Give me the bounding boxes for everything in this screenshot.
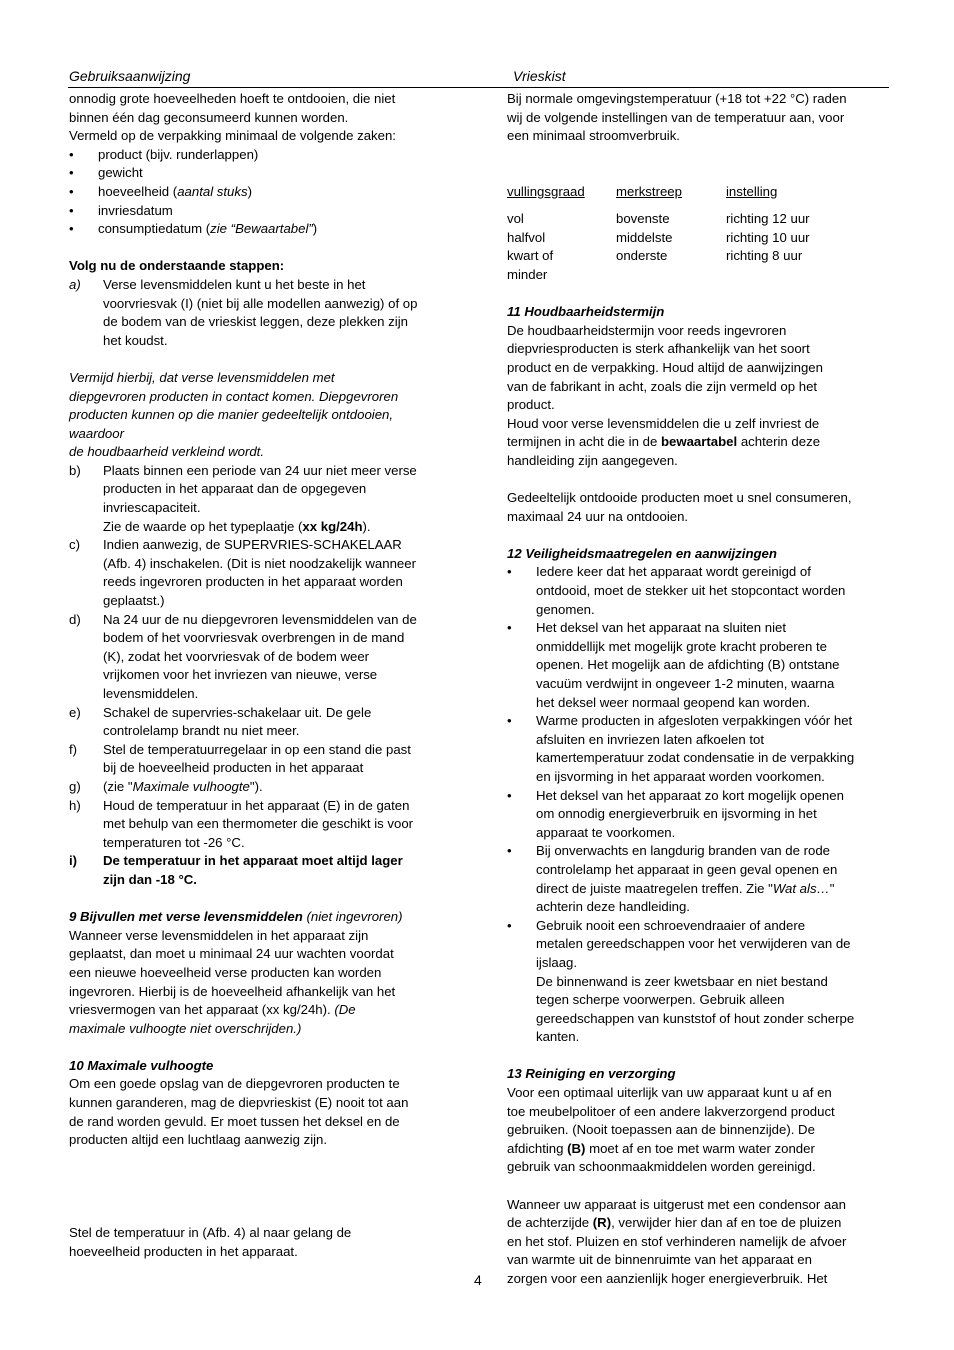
table-row: halfvol middelste richting 10 uur bbox=[507, 229, 810, 245]
list-item: • hoeveelheid (aantal stuks) bbox=[69, 183, 457, 202]
section-12-heading: 12 Veiligheidsmaatregelen en aanwijzingen bbox=[507, 545, 777, 561]
intro-line: onnodig grote hoeveelheden hoeft te ontdooien, die niet bbox=[69, 91, 396, 106]
step-i: i) De temperatuur in het apparaat moet altijd lager zijn dan -18 °C. bbox=[69, 853, 403, 887]
step-a: a) Verse levensmiddelen kunt u het beste in het voorvriesvak (I) (niet bij alle modellen aanwezig) of op de bodem van de vrieskist leggen, deze plekken zijn het koudst. bbox=[69, 276, 418, 348]
step-f: f) Stel de temperatuurregelaar in op een stand die past bij de hoeveelheid producten in het apparaat bbox=[69, 741, 411, 776]
list-item: • Het deksel van het apparaat na sluiten niet onmiddellijk met mogelijk grote kracht proberen te openen. Het mogelijk aan de afdichting (B) ontstane vacuüm verdwijnt in ongeveer 1-2 minuten, waarna het deksel weer normaal geopend kan worden. bbox=[507, 620, 840, 710]
list-item: • Het deksel van het apparaat zo kort mogelijk openen om onnodig energieverbruik en ijsvorming in het apparaat te voorkomen. bbox=[507, 787, 844, 840]
bullet-icon: • bbox=[507, 843, 512, 859]
list-item: • Gebruik nooit een schroevendraaier of andere metalen gereedschappen voor het verwijderen van de ijslaag. De binnenwand is zeer kwetsbaar en niet bestand tegen scherpe voorwerpen. Gebruik alleen gereedschappen van kunststof of hout zonder scherpe kanten. bbox=[507, 917, 855, 1045]
list-item: • Bij onverwachts en langdurig branden van de rode controlelamp het apparaat in geen geval openen en direct de juiste maatregelen treffen. Zie "Wat als…" achterin deze handleiding. bbox=[507, 843, 838, 915]
section-11-heading: 11 Houdbaarheidstermijn bbox=[507, 304, 665, 320]
step-e: e) Schakel de supervries-schakelaar uit. De gele controlelamp brandt nu niet meer. bbox=[69, 704, 372, 739]
list-item: • gewicht bbox=[69, 164, 457, 183]
intro-line: binnen één dag geconsumeerd kunnen worden. bbox=[69, 109, 349, 125]
table-row: minder bbox=[507, 266, 548, 282]
list-item: • consumptiedatum (zie “Bewaartabel”) bbox=[69, 220, 457, 239]
table-header-row: vullingsgraad merkstreep instelling bbox=[507, 183, 778, 199]
list-item: • product (bijv. runderlappen) bbox=[69, 146, 457, 165]
closing-line: hoeveelheid producten in het apparaat. bbox=[69, 1243, 298, 1259]
section-13-heading: 13 Reiniging en verzorging bbox=[507, 1066, 676, 1082]
bullet-icon: • bbox=[507, 564, 512, 580]
page-number: 4 bbox=[474, 1272, 482, 1288]
section-10-heading: 10 Maximale vulhoogte bbox=[69, 1057, 214, 1073]
list-item: • Iedere keer dat het apparaat wordt gereinigd of ontdooid, moet de stekker uit het stopcontact worden genomen. bbox=[507, 564, 846, 617]
bullet-icon: • bbox=[507, 917, 512, 933]
intro-line: Vermeld op de verpakking minimaal de volgende zaken: bbox=[69, 128, 396, 144]
step-g: g) (zie "Maximale vulhoogte"). bbox=[69, 778, 263, 794]
closing-line: Stel de temperatuur in (Afb. 4) al naar gelang de bbox=[69, 1225, 352, 1241]
bullet-icon: • bbox=[507, 713, 512, 729]
bullet-icon: • bbox=[507, 787, 512, 803]
step-d: d) Na 24 uur de nu diepgevroren levensmiddelen van de bodem of het voorvriesvak overbrengen in de mand (K), zodat het voorvriesvak of de bodem weer vrijkomen voor het invriezen van nieuwe, verse levensmiddelen. bbox=[69, 611, 417, 701]
step-b: b) Plaats binnen een periode van 24 uur niet meer verse producten in het apparaat dan de opgegeven invriescapaciteit. Zie de waarde op het typeplaatje (xx kg/24h). bbox=[69, 462, 417, 534]
bullet-icon: • bbox=[507, 620, 512, 636]
warning-note: Vermijd hierbij, dat verse levensmiddelen met diepgevroren producten in contact komen. Diepgevroren producten kunnen op die manier gedeeltelijk ontdooien, waardoor de houdbaarheid verkleind wordt. bbox=[69, 369, 399, 460]
left-column: onnodig grote hoeveelheden hoeft te ontdooien, die niet binnen één dag geconsumeerd kunnen worden. Vermeld op de verpakking minimaal de volgende zaken: • product (bijv. runderlappen) • gewicht • hoeveelheid (aantal stuks) • invriesdatum • consumptiedatum (zie “Bewaartabel”) Volg nu de onderstaande stappen: a) Verse levensmiddelen kunt u het beste in het voorvriesvak (I) (niet bij alle modellen aanwezig) of op de bodem van de vrieskist leggen, deze plekken zijn het koudst. Vermijd hierbij, dat verse levensmiddelen met diepgevroren producten in contact komen. Diepgevroren producten kunnen op die manier gedeeltelijk ontdooien, waardoor de houdbaarheid verkleind wordt. b) Plaats binnen een periode van 24 uur niet meer verse producten in het apparaat dan de opgegeven invriescapaciteit. Zie de waarde op het typeplaatje (xx kg/24h). c) Indien aanwezig, de SUPERVRIES-SCHAKELAAR (Afb. 4) inschakelen. (Dit is niet noodzakelijk wanneer reeds ingevroren producten in het apparaat worden geplaatst.) d) Na 24 uur de nu diepgevroren levensmiddelen van de bodem of het voorvriesvak overbrengen in de mand (K), zodat het voorvriesvak of de bodem weer vrijkomen voor het invriezen van nieuwe, verse levensmiddelen. e) Schakel de supervries-schakelaar uit. De gele controlelamp brandt nu niet meer. f) Stel de temperatuurregelaar in op een stand die past bij de hoeveelheid producten in het apparaat g) (zie "Maximale vulhoogte"). h) Houd de temperatuur in het apparaat (E) in de gaten met behulp van een thermometer die geschikt is voor temperaturen tot -26 °C. i) De temperatuur in het apparaat moet altijd lager zijn dan -18 °C. 9 Bijvullen met verse levensmiddelen (niet ingevroren) Wanneer verse levensmiddelen in het apparaat zijn geplaatst, dan moet u minimaal 24 uur wachten voordat een nieuwe hoeveelheid verse producten kan worden ingevroren. Hierbij is de hoeveelheid afhankelijk van het vriesvermogen van het apparaat (xx kg/24h). (De maximale vulhoogte niet overschrijden.) 10 Maximale vulhoogte Om een goede opslag van de diepgevroren producten te kunnen garanderen, mag de diepvrieskist (E) nooit tot aan de rand worden gevuld. Er moet tussen het deksel en de producten altijd een luchtlaag aanwezig zijn. Stel de temperatuur in (Afb. 4) al naar gelang de hoeveelheid producten in het apparaat. bbox=[69, 90, 457, 1261]
step-c: c) Indien aanwezig, de SUPERVRIES-SCHAKELAAR (Afb. 4) inschakelen. (Dit is niet noodzakelijk wanneer reeds ingevroren producten in het apparaat worden geplaatst.) bbox=[69, 537, 416, 609]
bullet-icon: • bbox=[69, 221, 74, 237]
steps-heading: Volg nu de onderstaande stappen: bbox=[69, 258, 285, 274]
header-title-right: Vrieskist bbox=[513, 68, 566, 84]
list-item: • Warme producten in afgesloten verpakkingen vóór het afsluiten en invriezen laten afkoelen tot kamertemperatuur zodat condensatie in de verpakking en ijsvorming in het apparaat worden voorkomen. bbox=[507, 713, 855, 784]
header-title-left: Gebruiksaanwijzing bbox=[69, 68, 191, 84]
bullet-icon: • bbox=[69, 202, 74, 218]
right-column: Bij normale omgevingstemperatuur (+18 tot +22 °C) raden wij de volgende instellingen van de temperatuur aan, voor een minimaal stroomverbruik. vullingsgraad merkstreep instelling vol bovenste richting 12 uur halfvol middelste richting 10 uur kwart of onderste richting 8 uur minder 11 Houdbaarheidstermijn De houdbaarheidstermijn voor reeds ingevroren diepvriesproducten is sterk afhankelijk van het soort product en de verpakking. Houd altijd de aanwijzingen van de fabrikant in acht, zoals die zijn vermeld op het product. Houd voor verse levensmiddelen die u zelf invriest de termijnen in acht die in de bewaartabel achterin deze handleiding zijn aangegeven. Gedeeltelijk ontdooide producten moet u snel consumeren, maximaal 24 uur na ontdooien. 12 Veiligheidsmaatregelen en aanwijzingen • Iedere keer dat het apparaat wordt gereinigd of ontdooid, moet de stekker uit het stopcontact worden genomen. • Het deksel van het apparaat na sluiten niet onmiddellijk met mogelijk grote kracht proberen te openen. Het mogelijk aan de afdichting (B) ontstane vacuüm verdwijnt in ongeveer 1-2 minuten, waarna het deksel weer normaal geopend kan worden. • Warme producten in afgesloten verpakkingen vóór het afsluiten en invriezen laten afkoelen tot kamertemperatuur zodat condensatie in de verpakking en ijsvorming in het apparaat worden voorkomen. • Het deksel van het apparaat zo kort mogelijk openen om onnodig energieverbruik en ijsvorming in het apparaat te voorkomen. • Bij onverwachts en langdurig branden van de rode controlelamp het apparaat in geen geval openen en direct de juiste maatregelen treffen. Zie "Wat als…" achterin deze handleiding. • Gebruik nooit een schroevendraaier of andere metalen gereedschappen voor het verwijderen van de ijslaag. De binnenwand is zeer kwetsbaar en niet bestand tegen scherpe voorwerpen. Gebruik alleen gereedschappen van kunststof of hout zonder scherpe kanten. 13 Reiniging en verzorging Voor een optimaal uiterlijk van uw apparaat kunt u af en toe meubelpolitoer of een andere lakverzorgend product gebruiken. (Nooit toepassen aan de binnenzijde). De afdichting (B) moet af en toe met warm water zonder gebruik van schoonmaakmiddelen worden gereinigd. Wanneer uw apparaat is uitgerust met een condensor aan de achterzijde (R), verwijder hier dan af en toe de pluizen en het stof. Pluizen en stof verhinderen namelijk de afvoer van warmte uit de binnenruimte van het apparaat en zorgen voor een aanzienlijk hoger energieverbruik. Het bbox=[507, 90, 891, 1289]
section-9-heading: 9 Bijvullen met verse levensmiddelen (niet ingevroren) bbox=[69, 909, 403, 925]
bullet-icon: • bbox=[69, 183, 74, 199]
list-item: • invriesdatum bbox=[69, 202, 457, 221]
step-h: h) Houd de temperatuur in het apparaat (E) in de gaten met behulp van een thermometer die geschikt is voor temperaturen tot -26 °C. bbox=[69, 797, 414, 850]
header-rule bbox=[68, 87, 889, 88]
settings-table bbox=[507, 183, 810, 285]
table-row: kwart of onderste richting 8 uur bbox=[507, 248, 803, 264]
bullet-icon: • bbox=[69, 146, 74, 162]
bullet-icon: • bbox=[69, 165, 74, 181]
table-row: vol bovenste richting 12 uur bbox=[507, 211, 810, 227]
